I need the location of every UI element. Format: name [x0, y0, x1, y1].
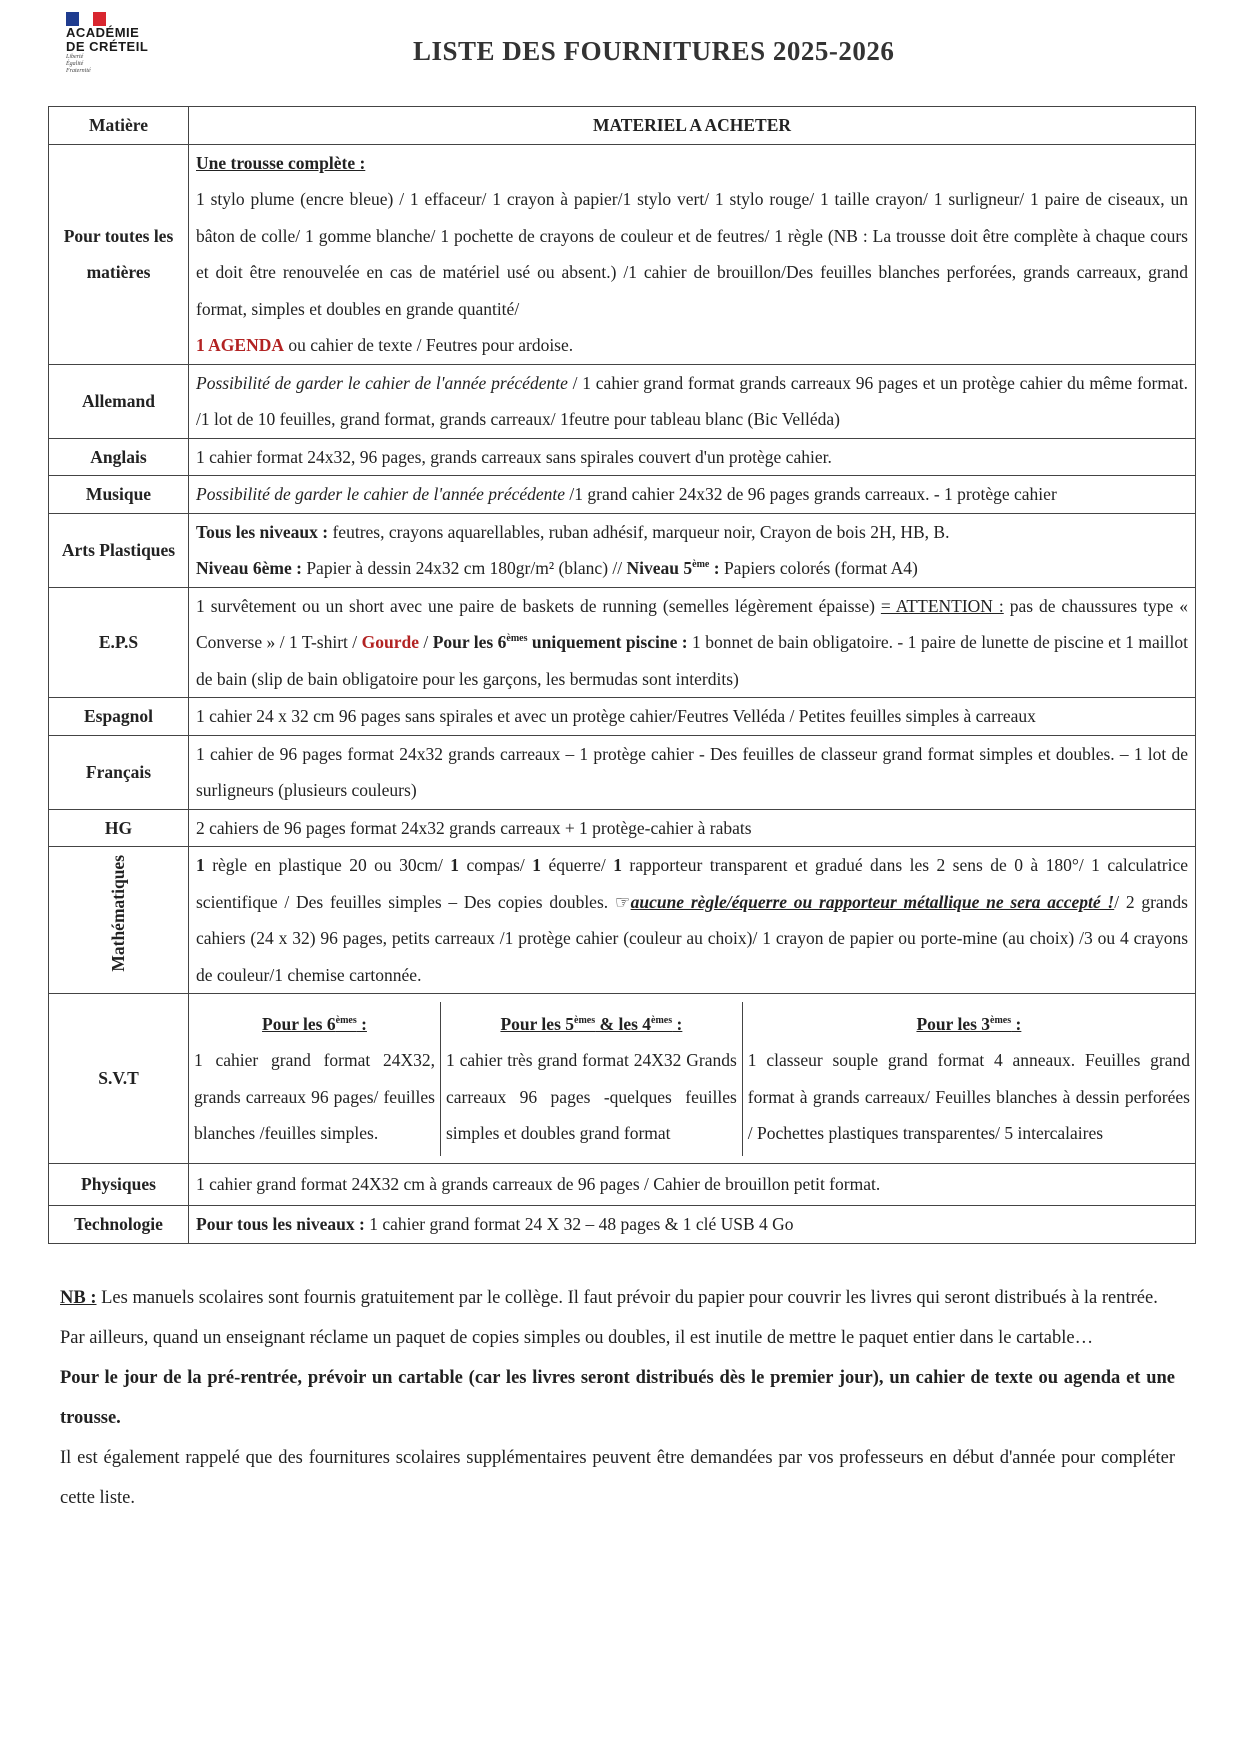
maths-b1: 1 — [196, 855, 205, 875]
material-arts — [189, 513, 1196, 587]
eps-piscine-label: Pour les 6 — [432, 632, 507, 652]
eps-text-2: pas de chaussures type « Converse » / 1 T-shirt / — [196, 595, 1188, 652]
table-row-technologie — [49, 1206, 1196, 1244]
material-maths — [189, 847, 1196, 994]
agenda-highlight: 1 AGENDA — [196, 335, 284, 355]
subject-musique: Musique — [49, 476, 189, 514]
maths-b4: 1 — [613, 855, 622, 875]
svt-col-5-4eme — [441, 1002, 743, 1156]
note-paragraph-3: Pour le jour de la pré-rentrée, prévoir un cartable (car les livres seront distribués dès le premier jour), un cahier de texte ou agenda et une trousse. — [60, 1368, 1175, 1428]
subject-eps: E.P.S — [49, 587, 189, 698]
subject-physiques: Physiques — [49, 1164, 189, 1206]
academie-logo — [66, 12, 176, 75]
eps-piscine-label-2: uniquement piscine : — [527, 632, 688, 652]
material-allemand — [189, 364, 1196, 438]
column-header-subject: Matière — [49, 107, 189, 145]
svt-4eme-head-text: & les 4 — [595, 1013, 652, 1034]
logo-line-1: ACADÉMIE — [66, 25, 140, 40]
svt-5-4eme-heading — [446, 1006, 737, 1043]
table-row-eps — [49, 587, 1196, 698]
svt-6eme-sup: èmes — [335, 1014, 357, 1026]
svt-6eme-colon: : — [356, 1013, 367, 1034]
eps-text-3: 1 bonnet de bain obligatoire. - 1 paire de lunette de piscine et 1 maillot de bain (slip de bain obligatoire pour les garçons, les bermudas sont interdits) — [196, 632, 1188, 689]
logo-motto-1: Liberté — [66, 54, 84, 60]
table-row-arts — [49, 513, 1196, 587]
logo-motto-2: Égalité — [66, 61, 84, 67]
maths-t1: règle en plastique 20 ou 30cm/ — [204, 855, 451, 875]
table-row-musique — [49, 476, 1196, 514]
material-eps — [189, 587, 1196, 698]
material-francais: 1 cahier de 96 pages format 24x32 grands carreaux – 1 protège cahier - Des feuilles de classeur grand format simples et doubles. – 1 lot de surligneurs (plusieurs couleurs) — [189, 735, 1196, 809]
subject-label: Pour toutes les matières — [63, 225, 174, 282]
svt-3eme-heading — [748, 1006, 1190, 1043]
logo-motto-3: Fraternité — [66, 68, 91, 74]
agenda-rest: ou cahier de texte / Feutres pour ardoise. — [284, 335, 574, 355]
note-paragraph-4: Il est également rappelé que des fournitures scolaires supplémentaires peuvent être demandées par vos professeurs en début d'année pour compléter cette liste. — [60, 1448, 1175, 1508]
maths-b3: 1 — [532, 855, 541, 875]
musique-italic: Possibilité de garder le cahier de l'année précédente — [196, 484, 566, 504]
pointing-hand-icon: ☞ — [614, 891, 631, 912]
eps-sep: / — [418, 632, 433, 652]
material-svt — [189, 994, 1196, 1164]
table-row-toutes — [49, 144, 1196, 364]
allemand-italic: Possibilité de garder le cahier de l'année précédente — [196, 372, 568, 393]
svt-5-4eme-text: 1 cahier très grand format 24X32 Grands carreaux 96 pages -quelques feuilles simples et doubles grand format — [446, 1050, 737, 1143]
notes-section — [60, 1278, 1175, 1518]
material-hg: 2 cahiers de 96 pages format 24x32 grands carreaux + 1 protège-cahier à rabats — [189, 809, 1196, 847]
page-title: LISTE DES FOURNITURES 2025-2026 — [413, 36, 895, 66]
supplies-table — [48, 106, 1196, 1244]
svt-6eme-text: 1 cahier grand format 24X32, grands carreaux 96 pages/ feuilles blanches /feuilles simples. — [194, 1050, 435, 1143]
svt-3eme-head-text: Pour les 3 — [916, 1013, 991, 1034]
eps-attention: = ATTENTION : — [880, 595, 1004, 616]
material-musique — [189, 476, 1196, 514]
table-row-anglais — [49, 438, 1196, 476]
note-paragraph-2: Par ailleurs, quand un enseignant réclame un paquet de copies simples ou doubles, il est inutile de mettre le paquet entier dans le cartable… — [60, 1328, 1094, 1348]
nb-label: NB : — [60, 1288, 97, 1308]
trousse-body: 1 stylo plume (encre bleue) / 1 effaceur/ 1 crayon à papier/1 stylo vert/ 1 stylo rouge/ 1 taille crayon/ 1 surligneur/ 1 paire de ciseaux, un bâton de colle/ 1 gomme blanche/ 1 pochette de crayons de couleur et de feutres/ 1 règle (NB : La trousse doit être complète à chaque cours et doit être renouvelée en cas de matériel usé ou absent.) /1 cahier de brouillon/Des feuilles blanches perforées, grands carreaux, grand format, simples et doubles en grande quantité/ — [196, 189, 1188, 319]
subject-hg: HG — [49, 809, 189, 847]
subject-toutes — [49, 144, 189, 364]
arts-5eme-colon: : — [709, 558, 720, 578]
allemand-rest: / 1 cahier grand format grands carreaux 96 pages et un protège cahier du même format. /1 lot de 10 feuilles, grand format, grands carreaux/ 1feutre pour tableau blanc (Bic Velléda) — [196, 372, 1188, 429]
svt-5eme-sup: èmes — [574, 1014, 596, 1026]
maths-warning: aucune règle/équerre ou rapporteur métallique ne sera accepté ! — [630, 891, 1115, 912]
svt-3eme-sup: èmes — [990, 1014, 1012, 1026]
material-anglais: 1 cahier format 24x32, 96 pages, grands carreaux sans spirales couvert d'un protège cahier. — [189, 438, 1196, 476]
svt-6eme-heading — [194, 1006, 435, 1043]
maths-t2: compas/ — [459, 855, 533, 875]
maths-t3: équerre/ — [541, 855, 614, 875]
material-espagnol: 1 cahier 24 x 32 cm 96 pages sans spirales et avec un protège cahier/Feutres Velléda / Petites feuilles simples à carreaux — [189, 698, 1196, 736]
svt-col-6eme — [189, 1002, 441, 1156]
material-physiques: 1 cahier grand format 24X32 cm à grands carreaux de 96 pages / Cahier de brouillon petit format. — [189, 1164, 1196, 1206]
techno-label: Pour tous les niveaux : — [196, 1214, 365, 1234]
table-row-svt — [49, 994, 1196, 1164]
subject-arts: Arts Plastiques — [49, 513, 189, 587]
musique-rest: /1 grand cahier 24x32 de 96 pages grands carreaux. - 1 protège cahier — [565, 484, 1057, 504]
table-row-francais — [49, 735, 1196, 809]
maths-b2: 1 — [450, 855, 460, 875]
svt-6eme-head-text: Pour les 6 — [262, 1013, 336, 1034]
column-header-material: MATERIEL A ACHETER — [189, 107, 1196, 145]
svt-col-3eme — [742, 1002, 1195, 1156]
svt-4eme-sup: èmes — [651, 1014, 673, 1026]
arts-all-levels-text: feutres, crayons aquarellables, ruban adhésif, marqueur noir, Crayon de bois 2H, HB, B. — [328, 521, 950, 542]
eps-piscine-sup: èmes — [506, 633, 528, 645]
table-row-espagnol — [49, 698, 1196, 736]
subject-svt: S.V.T — [49, 994, 189, 1164]
subject-espagnol: Espagnol — [49, 698, 189, 736]
arts-5eme-label: Niveau 5 — [626, 558, 693, 578]
arts-5eme-text: Papiers colorés (format A4) — [719, 558, 918, 578]
table-row-hg — [49, 809, 1196, 847]
material-toutes — [189, 144, 1196, 364]
subject-allemand: Allemand — [49, 364, 189, 438]
arts-all-levels-label: Tous les niveaux : — [196, 521, 329, 542]
subject-francais: Français — [49, 735, 189, 809]
arts-5eme-sup: ème — [692, 559, 710, 571]
maths-t4: rapporteur transparent et gradué dans les 2 sens de 0 à 180°/ 1 calculatrice scientifique / Des feuilles simples – Des copies doubles. — [196, 855, 1188, 912]
french-flag-icon — [66, 12, 106, 26]
subject-anglais: Anglais — [49, 438, 189, 476]
arts-6eme-text: Papier à dessin 24x32 cm 180gr/m² (blanc) // — [301, 558, 627, 578]
svt-3eme-text: 1 classeur souple grand format 4 anneaux. Feuilles grand format à grands carreaux/ Feuilles blanches à dessin perforées / Pochettes plastiques transparentes/ 5 intercalaires — [747, 1050, 1190, 1143]
table-header-row — [49, 107, 1196, 145]
table-row-maths — [49, 847, 1196, 994]
material-technologie — [189, 1206, 1196, 1244]
subject-technologie: Technologie — [49, 1206, 189, 1244]
subject-maths — [49, 847, 189, 994]
svt-5eme-head-text: Pour les 5 — [500, 1013, 575, 1034]
svt-subtable — [189, 1002, 1195, 1156]
table-row-physiques — [49, 1164, 1196, 1206]
nb-text: Les manuels scolaires sont fournis gratuitement par le collège. Il faut prévoir du papier pour couvrir les livres qui seront distribués à la rentrée. — [96, 1288, 1158, 1308]
svt-5-4eme-colon: : — [672, 1013, 683, 1034]
trousse-heading: Une trousse complète : — [196, 152, 366, 173]
arts-6eme-label: Niveau 6ème : — [196, 558, 302, 578]
techno-text: 1 cahier grand format 24 X 32 – 48 pages & 1 clé USB 4 Go — [364, 1214, 794, 1234]
logo-line-2: DE CRÉTEIL — [66, 39, 149, 54]
maths-t5: / 2 grands cahiers (24 x 32) 96 pages, petits carreaux /1 protège cahier (couleur au choix)/ 1 crayon de papier ou porte-mine (au choix) /3 ou 4 crayons de couleur/1 chemise cartonnée. — [196, 891, 1188, 985]
eps-gourde: Gourde — [361, 632, 419, 652]
eps-text-1: 1 survêtement ou un short avec une paire de baskets de running (semelles légèrement épaisse) — [196, 595, 881, 616]
note-nb — [60, 1278, 1175, 1318]
table-row-allemand — [49, 364, 1196, 438]
maths-vertical-label: Mathématiques — [108, 855, 129, 973]
svt-3eme-colon: : — [1011, 1013, 1022, 1034]
